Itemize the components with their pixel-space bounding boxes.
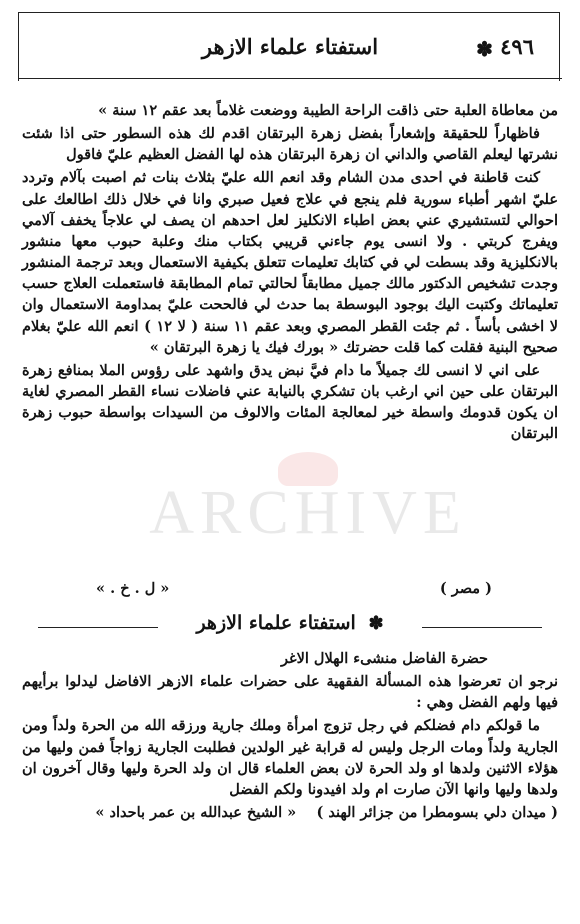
running-title: استفتاء علماء الازهر	[201, 34, 379, 59]
article-paragraph: على اني لا انسى لك جميلاً ما دام فيَّ نبض يدق واشهد على رؤوس الملا بمنافع زهرة البرتقان على حين اني ارغب بان تشكري بالنيابة عني فاضلات نساء القطر المصري لغاية ان يكون قدومك واسطة خير لمعالجة المئات والالوف من السيدات بواسطة حبوب زهرة البرتقان	[22, 361, 558, 443]
article-paragraph: كنت قاطنة في احدى مدن الشام وقد انعم الله عليّ بثلاث بنات ثم اصبت بآلام وتردد عليّ اشهر أطباء سورية فلم ينجع في علاج فعيل صبري وانا في خلال ذلك اطالعك على احوالي لتستشيري عني بعض اطباء الانكليز لعل احدهم ان يصف لي علاجاً يخفف آلامي ويفرج كربتي . ولا انسى يوم جاءني قريبي بكتاب منك وعلبة حبوب معها منشور بالانكليزية وقد بسطت لي في كتابك تعليمات تتعلق بكيفية الاستعمال وبعد ترجمة المنشور وجدت تشخيص الدكتور مالك جميل مطابقاً لحالتي تمام المطابقة فاستعملت العلاج حسب تعليماتك وكتبت اليك بوجود البوسطة بما حدث لي فالححت عليّ بمداومة الاستعمال وان لا اخشى بأساً . ثم جئت القطر المصري وبعد عقم ١١ سنة ( لا ١٢ ) انعم الله عليّ بغلام صحيح البنية فقلت كما قلت حضرتك « بورك فيك يا زهرة البرتقان »	[22, 169, 559, 356]
archive-watermark	[138, 452, 478, 549]
fleuron-ornament-icon: ✽	[368, 613, 384, 634]
signature-name: « الشيخ عبدالله بن عمر باحداد »	[95, 804, 297, 822]
section-paragraph: ما قولكم دام فضلكم في رجل تزوج امرأة وملك جارية ورزقه الله من الحرة ولداً ومن الجارية ولداً ومات الرجل وليس له قرابة غير الولدين فطلبت الجارية زواجاً فمن وليها من هؤلاء الاثنين ولدها او ولد الحرة لان بعض العلماء قال ان ولد الحرة وليها وقال آخرون ان ولدها وليها وانها الآن صارت ام ولد افيدونا ولكم الفضل	[22, 717, 558, 798]
page-header	[18, 28, 562, 68]
signoff-place: ( مصر )	[439, 580, 492, 597]
signature-place: ( ميدان دلي بسومطرا من جزائر الهند )	[316, 804, 558, 822]
watermark-text: ARCHIVE	[149, 479, 467, 547]
section-title: استفتاء علماء الازهر	[196, 612, 356, 634]
document-page	[18, 12, 562, 912]
section-heading	[18, 612, 562, 652]
section-title-group	[18, 612, 562, 634]
signoff-initials: « ل . خ . »	[96, 580, 170, 597]
article-body	[22, 100, 558, 447]
page-number: ٤٩٦	[500, 34, 534, 59]
watermark-seal-icon	[278, 452, 338, 486]
article-paragraph: فاظهاراً للحقيقة وإشعاراً بفضل زهرة البرتقان اقدم لك هذه السطور حتى اذا شئت نشرتها ليعلم القاصي والداني ان زهرة البرتقان هذه لها الفضل العظيم عليّ فاقول	[22, 125, 558, 164]
section-signature-line	[22, 802, 558, 823]
section-paragraph: نرجو ان تعرضوا هذه المسألة الفقهية على حضرات علماء الازهر الافاضل ليدلوا برأيهم فيها ولهم الفضل وهي :	[22, 673, 558, 712]
section-addressee: حضرة الفاضل منشىء الهلال الاغر	[280, 650, 488, 667]
article-paragraph: من معاطاة العلبة حتى ذاقت الراحة الطيبة ووضعت غلاماً بعد عقم ١٢ سنة »	[98, 102, 558, 119]
header-rule	[18, 78, 562, 79]
article-signoff	[56, 580, 532, 602]
fleuron-ornament-icon: ✽	[476, 37, 493, 61]
section-rule-left	[38, 627, 158, 628]
section-body	[22, 648, 558, 825]
